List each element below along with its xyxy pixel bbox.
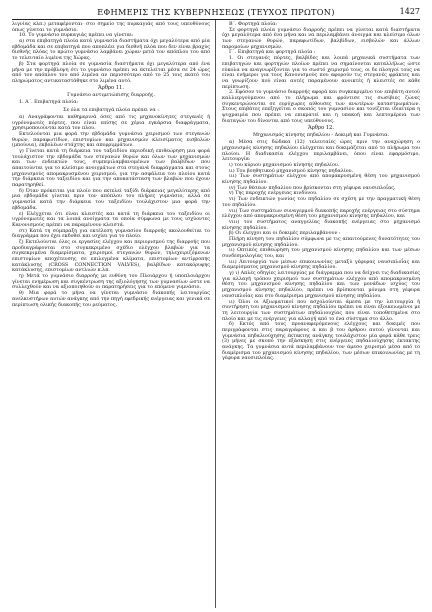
right-paragraph: v) Της παροχής ενέργειας κινδύνου. [229,190,318,197]
page-header [12,5,420,20]
right-paragraph: vιι) Των συστημάτων συναγερμού διακοπής παροχής ενέργειας στο σύστημα ελέγχου από απομακρυσμένη θέση του μηχανισμού κίνησης πηδαλίου, και [222,207,420,220]
right-paragraph: ιιι) Λειτουργία των μέσων επικοινωνίας μεταξύ γέφυρας ναυσιπλοΐας και διαμερίσματος μηχανισμού κίνησης πηδαλίου. [222,258,420,271]
right-paragraph: Β΄. Φορτηγά πλοία: [229,21,278,27]
left-column [12,22,210,308]
column-divider [215,20,216,608]
right-paragraph: ιιι) Των συστημάτων ελέγχου από απομακρυσμένη θέση του μηχανισμού κίνησης πηδαλίου. [222,173,420,186]
right-paragraph: α) Μέσα στις δώδεκα (12) τελευταίες ώρες πριν την αναχώρηση ο μηχανισμός κίνησης πηδαλίου ελέγχεται και δοκιμάζεται από το πλήρωμα του πλοίου. Η διαδικασία ελέγχου περιλαμβάνει, όπου είναι εφαρμόσιμο, λειτουργία: [222,139,420,163]
right-paragraph: Γ΄. Επιβατηγά και φορτηγά πλοία : [229,49,316,56]
left-paragraph: λιγνίας κλπ.) μεταφέρονται· στο σημείο της πυρκαγιάς από τους υπευθύνους όπως γίνεται το γυμνάσιο. [12,21,210,33]
left-paragraph: η) Μετά το γυμνάσιο διαρροής με ευθύνη του Πλοιάρχου ή υποπλοιάρχου γίνεται ενημέρωση και συγκέντρωση της αξιολόγησης των γυμνασίων ώστε να συλλεχθούν και να αξιοποιηθούν οι παρατηρήσεις για το επόμενο γυμνάσιο. [12,273,210,291]
left-paragraph: ζ) Εκτελούνται όλες οι εργασίες ελέγχου και περιορισμού της διαρροής που προδιαγράφονται στο συγκεκριμένο σχέδιο ελέγχου βλαβών για τα συγκεκριμένα διαμερίσματα, χειρισμοί στεγανών θυρών, τηλεχειριζόμενων επιστομίων αποχέτευσης σε επιλεγμένα κλίματα, επιστομίων αντίρροπης κατάκλυσης (CROSS CONNECTION VALVES), βαλβίδων κατακόρυφης κατάκλυσης, επιστομίων αντλιών κ.λπ. [12,238,210,274]
left-paragraph: β) Στα φορτηγά πλοία σε γυμνασία διαστήματα όχι μεγαλύτερα από ένα μήνα με την πρόβλεψη ότι το γυμνάσιο πρέπει να εκτελείται μέσα σε 24 ώρες από τον απόπλου του από λιμένα αν περισσότερο από το 25 τοις εκατό του πληρώματος αντικαταστάθηκε στο λιμένα αυτό. [12,60,210,84]
left-heading: Άρθρο 11. [98,85,124,92]
right-paragraph: δ) Εκτός από τους προαναφερόμενους ελέγχους και δοκιμές που περιγράφονται στις παραγράφους α και β του άρθρου αυτού γίνονται και γυμνάσια πηδαλιούχησης έκτακτης ανάγκης τουλάχιστον μία φορά κάθε τρεις (3) μήνες με σκοπό την εξάσκηση στις ενέργειες πηδαλιούχησης έκτακτης ανάγκης. Τα γυμνάσια αυτά περιλαμβάνουν τον άμεσο χειρισμό μέσα από το διαμέρισμα του μηχανισμού κίνησης πηδαλίου, των μέσων επικοινωνίας με τη γέφυρα ναυσιπλοΐας. [222,321,420,362]
right-heading: Μηχανισμός κίνησης πηδαλίου - Δοκιμή και Γυμνάσια. [253,132,389,139]
right-paragraph: ιι) Οπτικός επιθεώρηση του μηχανισμού κίνησης πηδαλίου και των μέσων συνδεσμολογίας του, και [222,247,420,259]
right-paragraph: 1. Οι στεγανές πόρτες, βαλβίδες και λοιπά μηχανικά συστήματα των επιβατηγών και φορτηγών πλοίων πρέπει να σημαίνονται καταλλήλως ώστε εύκολα να αναγνωρίζονται για το σωστό χειρισμό τους, οι δε πλοηγοί τους να είναι ενήμεροι για τους Κανονισμούς που αφορούν τις στεγανές φράκτες και να γνωρίζουν πού είναι αυτές παραμένουν ανοικτές ή κλειστές σε κάθε περίπτωση. [222,55,420,90]
right-heading: Άρθρο 12. [308,124,334,131]
left-paragraph: γ) Γίνεται κατά τη διάρκεια του ταξειδίου περιοδική επιθεώρηση μια φορά τουλάχιστον την εβδομάδα των στεγανών θυρών και όλων των μηχανισμών και των ενδεικτών τους, συμπεριλαμβανομένων των βαλβίδων που απαιτούνται για το κλείσιμο ανοιγμάτων στα στεγανά διαφράγματα και στους μηχανισμούς απομακρυσμένου χειρισμού, για την ασφάλεια του πλοίου κατά την διάρκεια του ταξειδίου και για την αποκατάσταση των βλαβών που έχουν παρατηρηθεί. [12,147,210,189]
right-paragraph: γ) ι) Απλές οδηγίες λειτουργίας με διάγραμμα που να δείχνει τις διαδικασίες για αλλαγή τρόπου χειρισμού των συστημάτων ελέγχου από απομακρυσμένη θέση του μηχανισμού κίνησης πηδαλίου και των μονάδων ισχύος του μηχανισμού κίνησης πηδαλίου, πρέπει να βρίσκονται μόνιμα στη γέφυρα ναυσιπλοΐας και στο διαμέρισμα μηχανισμού κίνησης πηδαλίου. [222,270,420,299]
left-paragraph: στ) Κατά τη σύμπραξη για εκτέλεση γυμνασίου διαρροής ακολουθείται το διαγράμμα που έχει εκδοθεί και ισχύει για το πλοίο. [12,227,210,240]
left-paragraph: Εκτελούνται μια φορά την εβδομάδα γυμνάσια χειρισμού των στεγανών θυρών, παραφωτίδων, επιστομίων και μηχανισμών κλεισίματος εισβολών (μπούνια), εκβολέων στάχτης και απορριμμάτων. [12,130,210,149]
left-paragraph: Σε όλα τα επιβατηγά πλοία πρέπει να : [63,106,159,113]
left-paragraph: 10. Το γυμνάσιο πυρκαγιάς πρέπει να γίνεται: [19,32,134,39]
right-column [222,22,420,362]
right-paragraph: vιιι) του συστήματος αναγγελίας διακοπής ενέργειας στο μηχανισμό κίνησης πηδαλίου. [222,218,420,231]
right-paragraph: ι) του κύριου μηχανισμού κίνησης πηδαλίου. [229,162,340,168]
right-paragraph: ιv) Των θέσεων πηδαλίου που βρίσκονται στη γέφυρα ναυσιπλοΐας. [229,184,396,191]
right-paragraph: Πλήρη κίνηση του πηδαλίου σύμφωνα με τις απαιτούμενες δυνατότητες του μηχανισμού κίνησης πηδαλίου. [222,235,420,248]
right-paragraph: 2. Εφόσον το γυμνάσιο διαρροής αφορά και συγκεκριμένο τον επιβάτη αυτού καλλιεργούμενου από το πλήρωμα και φρόντισε τις σωσίβιες ζώνες συγκεντρώνονται σε ευρύχωρες αίθουσες των ανωτέρων καταστρωμάτων. Στους επιβάτες επεξηγείται ο σκοπός του γυμνασίου και τονίζεται ιδιαίτερα η ψυχραιμία που πρέπει να επικρατεί και η υπακοή και λεπτομέρεια των διαταγών του δίνονται από τους υπεύθυνους. [222,89,420,124]
right-paragraph: ιι) Του βοηθητικού μηχανισμού κίνησης πηδαλίου. [229,167,354,174]
left-paragraph: ε) Ελέγχεται ότι είναι κλειστές και κατά τη διάρκεια του ταξειδίου οι υγρόνομωτές και τα λοιπά ανοίγματα τα οποία σύμφωνα με τους ισχύοντες Κανονισμούς πρέπει να παραμένουν κλειστά. [12,210,210,228]
gazette-title: ΕΦΗΜΕΡΙΣ ΤΗΣ ΚΥΒΕΡΝΗΣΕΩΣ (ΤΕΥΧΟΣ ΠΡΩΤΟΝ) [97,7,335,17]
page-number: 1427 [399,7,420,16]
left-paragraph: 1. Α΄. Επιβατηγά πλοία: [19,99,79,106]
right-paragraph: β) Οι έλεγχοι και οι δοκιμές περιλαμβάνουν : [229,230,341,237]
left-paragraph: α) Αναγράφονται καθημερινά όσες από τις μηχανοκίνητες στεγανές ή υγρόνομωτές πόρτες, που είναι επίσης σε χέρια εγκάρσια διαφράγματα, χρησιμοποιούνται κατά τον πλου. [12,113,210,132]
right-paragraph: vι) Των ενδεικτών γωνίας του πηδαλίου σε σχέση με την πραγματική θέση του πηδαλίου. [222,196,420,208]
left-paragraph: δ) Όταν πρόκειται για πλοίο που εκτελεί ταξίδι διάρκειας μεγαλύτερης από μια εβδομάδα γίνεται πριν τον απόπλου του πλήρες γυμνάσιο, αλλά σε γυμνασία κατά την διάρκεια του ταξειδίου τουλάχιστον μια φορά την εβδομάδα. [12,187,210,211]
left-heading: Γυμνάσιο αντιμετώπισης διαρροής. [67,92,155,99]
right-paragraph: ιι) Όλοι οι Αξιωματικοί που ασχολούνται άμεσα με την λειτουργία ή συντήρηση του μηχανισμού κίνησης πηδαλίου πρέπει να είναι εξοικειωμένοι με τη λειτουργία των συστημάτων πηδαλιουχίας που είναι τοποθετημένα στο πλοίο και με τις ενέργειες για αλλαγή από το ένα σύστημα στο άλλο. [222,298,420,322]
right-paragraph: Σε φορτηγά πλοία γυμνάσιο διαρροής πρέπει να γίνεται κατά διαστήματα όχι μεγαλύτερα από ένα μήνα και να περιλαμβάνει άνοιγμα και κλείσιμο όλων των στεγανών θυρών, παραφωτίδων, βαλβίδων, εισβολών και άλλων παρομοίων μηχανισμών. [222,26,420,50]
left-paragraph: θ) Μια φορά το μήνα να γίνεται γυμνάσιο διακοπής λειτουργίας ανελκυστήρων αυτών ανάγκης από την πηγή εφεδρικής ενέργειας και γενικά σε περίπτωση ολικής διακοπής του ρεύματος. [12,290,210,308]
left-paragraph: α) στα επιβατηγά πλοία κατά γυμνασία διαστήματα όχι μεγαλύτερα από μία εβδομάδα και σε επιβατηγά που αποπλέει για διεθνή πλόα που δεν είναι βραχύς διεθνής πλόας το πρώτο γυμνάσιο λαμβάνει χώραν μετά τον απόπλου του από το τελευταίο λιμένα της Χώρας. [12,38,210,62]
